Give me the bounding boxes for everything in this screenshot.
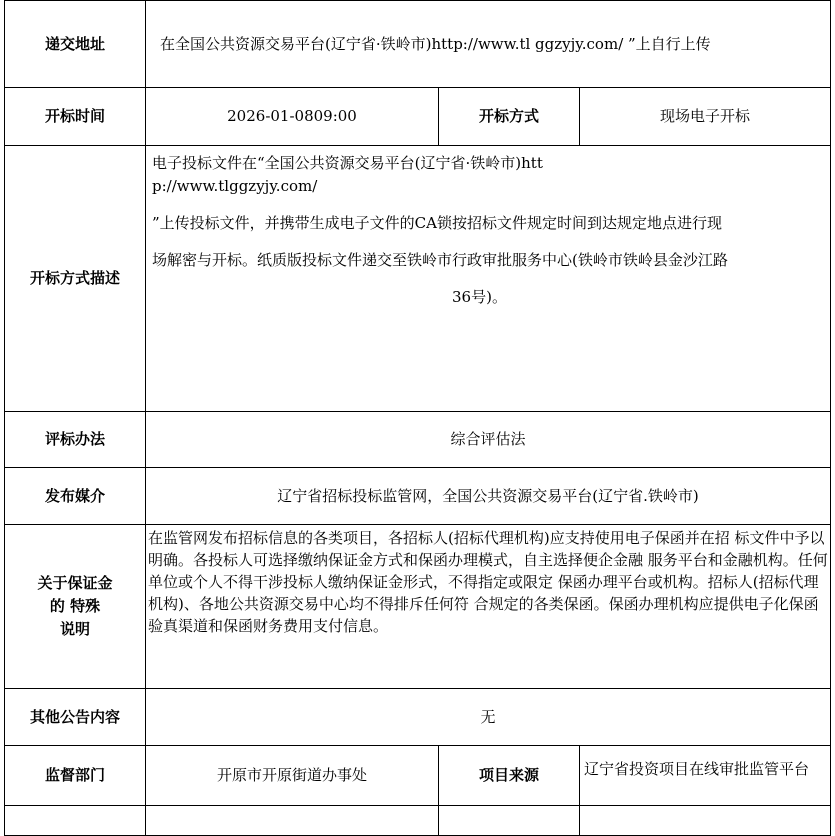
row-other: [5, 689, 831, 746]
row-method-description: [5, 146, 831, 412]
row-supervision: [5, 746, 831, 806]
project-source-value: 辽宁省投资项目在线审批监管平台: [580, 746, 831, 806]
deposit-label-line: 说明: [59, 620, 90, 638]
method-description-line: 36号)。: [452, 288, 507, 306]
project-source-label: 项目来源: [439, 746, 580, 806]
method-description-label: 开标方式描述: [5, 146, 146, 412]
method-description-line: 场解密与开标。纸质版投标文件递交至铁岭市行政审批服务中心(铁岭市铁岭县金沙江路: [152, 251, 728, 269]
method-description-value: [146, 146, 831, 412]
empty-cell: [146, 806, 439, 836]
submit-address-value: 在全国公共资源交易平台(辽宁省·铁岭市)http://www.tl ggzyjy.com/ ”上自行上传: [146, 1, 831, 88]
evaluation-label: 评标办法: [5, 412, 146, 468]
row-media: [5, 468, 831, 525]
announcement-table: [4, 0, 831, 836]
submit-address-label: 递交地址: [5, 1, 146, 88]
media-label: 发布媒介: [5, 468, 146, 525]
bid-opening-time-label: 开标时间: [5, 88, 146, 146]
row-evaluation: [5, 412, 831, 468]
other-value: 无: [146, 689, 831, 746]
supervision-value: 开原市开原街道办事处: [146, 746, 439, 806]
row-deposit: [5, 525, 831, 689]
bid-opening-time-value: 2026-01-0809:00: [146, 88, 439, 146]
empty-cell: [5, 806, 146, 836]
other-label: 其他公告内容: [5, 689, 146, 746]
row-submit-address: [5, 1, 831, 88]
method-description-line: ”上传投标文件，并携带生成电子文件的CA锁按招标文件规定时间到达规定地点进行现: [152, 214, 722, 232]
empty-cell: [580, 806, 831, 836]
method-description-line: p://www.tlggzyjy.com/: [152, 177, 318, 195]
media-value: 辽宁省招标投标监管网，全国公共资源交易平台(辽宁省.铁岭市): [146, 468, 831, 525]
deposit-label-line: 关于保证金: [37, 574, 113, 592]
supervision-label: 监督部门: [5, 746, 146, 806]
deposit-label-line: 的 特殊: [49, 597, 101, 615]
bid-opening-method-label: 开标方式: [439, 88, 580, 146]
bid-opening-method-value: 现场电子开标: [580, 88, 831, 146]
row-continuation: [5, 806, 831, 836]
deposit-label: [5, 525, 146, 689]
empty-cell: [439, 806, 580, 836]
deposit-value: 在监管网发布招标信息的各类项目，各招标人(招标代理机构)应支持使用电子保函并在招 标文件中予以明确。各投标人可选择缴纳保证金方式和保函办理模式，自主选择便企金融 服务平台和金融机构。任何单位或个人不得干涉投标人缴纳保证金形式，不得指定或限定 保函办理平台或机构。招标人(招标代理机构)、各地公共资源交易中心均不得排斥任何符 合规定的各类保函。保函办理机构应提供电子化保函验真渠道和保函财务费用支付信息。: [146, 525, 831, 689]
method-description-line: 电子投标文件在“全国公共资源交易平台(辽宁省·铁岭市)htt: [152, 154, 543, 172]
evaluation-value: 综合评估法: [146, 412, 831, 468]
row-bid-opening: [5, 88, 831, 146]
